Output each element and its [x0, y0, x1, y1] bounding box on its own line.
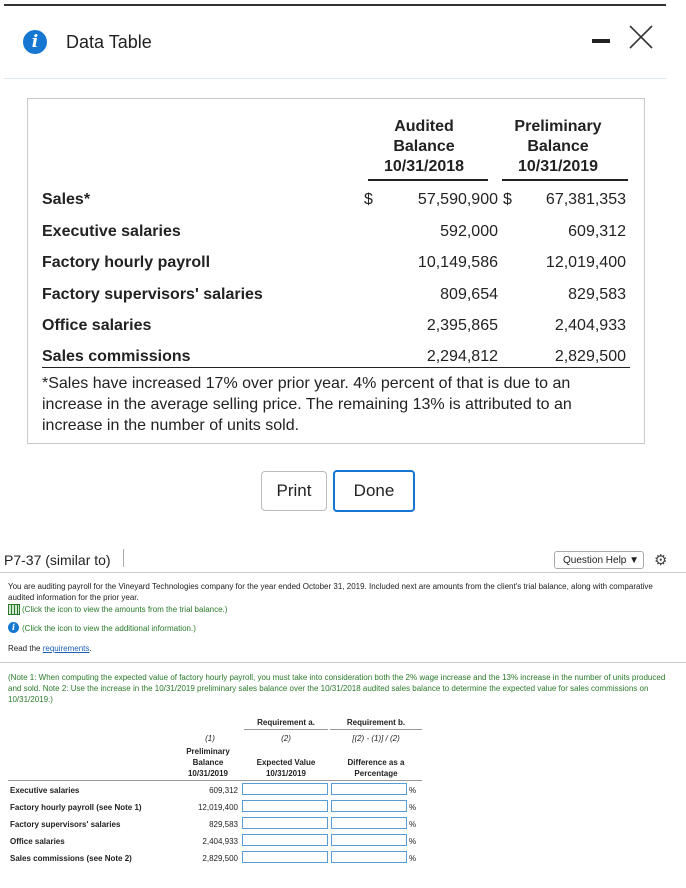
- col1-header: [176, 746, 240, 779]
- percent-sign: %: [409, 786, 417, 795]
- percent-sign: %: [409, 854, 417, 863]
- expected-value-input[interactable]: [242, 851, 328, 863]
- done-button[interactable]: Done: [333, 470, 415, 512]
- requirements-link[interactable]: requirements: [42, 644, 90, 653]
- preliminary-column-header: [498, 117, 618, 177]
- header-separator: [0, 572, 686, 573]
- gear-icon[interactable]: ⚙: [654, 552, 668, 569]
- row-label: Office salaries: [10, 837, 65, 846]
- col1-number: (1): [205, 734, 215, 743]
- preliminary-value: 2,829,500: [554, 348, 626, 365]
- audited-value: 592,000: [440, 223, 498, 240]
- col2-header: [246, 757, 326, 779]
- difference-percentage-input[interactable]: [331, 800, 407, 812]
- row-label: Sales commissions: [42, 348, 191, 365]
- table-row: [42, 191, 632, 219]
- dialog-title: Data Table: [66, 32, 152, 52]
- audited-header-line: Audited: [394, 118, 454, 135]
- table-row: [42, 286, 632, 314]
- trial-balance-link[interactable]: (Click the icon to view the amounts from the trial balance.): [22, 605, 228, 614]
- dollar-sign: $: [364, 191, 373, 208]
- req-b-rule: [330, 729, 422, 730]
- req-a-rule: [244, 729, 328, 730]
- preliminary-value: 2,404,933: [554, 317, 626, 334]
- dollar-sign: $: [503, 191, 512, 208]
- close-icon[interactable]: [628, 24, 654, 50]
- preliminary-value: 609,312: [209, 786, 238, 795]
- audited-value: 2,395,865: [426, 317, 498, 334]
- audited-header-line: 10/31/2018: [383, 158, 465, 175]
- audited-value: 809,654: [440, 286, 498, 303]
- row-label: Factory hourly payroll: [42, 254, 211, 271]
- difference-percentage-input[interactable]: [331, 851, 407, 863]
- read-requirements-line: [8, 643, 92, 654]
- print-button[interactable]: Print: [261, 471, 327, 511]
- preliminary-header-line: 10/31/2019: [517, 158, 599, 175]
- info-icon: i: [23, 30, 47, 54]
- problem-intro: You are auditing payroll for the Vineyard Technologies company for the year ended October 31, 2019. Included next are amounts from the client's trial balance, along with comparative audited information for the prior year.: [8, 582, 653, 602]
- audited-value: 2,294,812: [426, 348, 498, 365]
- read-prefix: Read the: [8, 644, 43, 653]
- expected-value-input[interactable]: [242, 783, 328, 795]
- row-label: Executive salaries: [10, 786, 80, 795]
- preliminary-header-line: Preliminary: [514, 118, 602, 135]
- preliminary-value: 12,019,400: [197, 803, 238, 812]
- row-label: Executive salaries: [42, 223, 181, 240]
- preliminary-value: 2,404,933: [202, 837, 238, 846]
- col3-formula: [(2) - (1)] / (2): [352, 734, 400, 743]
- table-bottom-rule: [42, 367, 630, 368]
- col3-header-line: Difference as a: [347, 758, 405, 767]
- col1-header-line: Preliminary: [186, 747, 230, 756]
- preliminary-value: 2,829,500: [202, 854, 238, 863]
- row-label: Office salaries: [42, 317, 152, 334]
- audited-column-header: [364, 117, 484, 177]
- col2-header-line: Expected Value: [256, 758, 316, 767]
- expected-value-input[interactable]: [242, 817, 328, 829]
- difference-percentage-input[interactable]: [331, 783, 407, 795]
- title-divider: [123, 549, 124, 567]
- problem-title: P7-37 (similar to): [4, 552, 111, 568]
- preliminary-value: 829,583: [209, 820, 238, 829]
- info-icon[interactable]: i: [8, 622, 19, 633]
- minimize-icon[interactable]: [592, 39, 610, 43]
- col1-header-line: Balance: [192, 758, 224, 767]
- audited-header-rule: [368, 179, 488, 181]
- row-label: Sales*: [42, 191, 91, 208]
- question-help-button[interactable]: Question Help ▼: [554, 551, 644, 569]
- requirement-a-header: Requirement a.: [257, 718, 315, 727]
- col2-number: (2): [281, 734, 291, 743]
- preliminary-value: 12,019,400: [545, 254, 626, 271]
- table-header-rule: [8, 780, 422, 781]
- row-label: Factory hourly payroll (see Note 1): [10, 803, 142, 812]
- audited-value: 57,590,900: [417, 191, 498, 208]
- row-label: Factory supervisors' salaries: [42, 286, 263, 303]
- percent-sign: %: [409, 803, 417, 812]
- expected-value-input[interactable]: [242, 800, 328, 812]
- preliminary-value: 829,583: [568, 286, 626, 303]
- requirement-b-header: Requirement b.: [346, 718, 406, 727]
- calculation-note: (Note 1: When computing the expected value of factory hourly payroll, you must take into consideration both the 2% wage increase and the 13% increase in the number of units produced and sold. Note 2: Use the increase in the 10/31/2019 preliminary sales balance over the 10/31/2018 audited sales balance to determine the expected value for sales commissions on 10/31/2019.): [8, 673, 666, 704]
- table-grid-icon[interactable]: [8, 604, 20, 615]
- audited-header-line: Balance: [393, 138, 455, 155]
- expected-value-input[interactable]: [242, 834, 328, 846]
- sales-footnote: *Sales have increased 17% over prior year. 4% percent of that is due to an increase in the average selling price. The remaining 13% is attributed to an increase in the number of units sold.: [42, 375, 572, 434]
- difference-percentage-input[interactable]: [331, 817, 407, 829]
- col2-header-line: 10/31/2019: [265, 769, 307, 778]
- percent-sign: %: [409, 820, 417, 829]
- table-row: [42, 348, 632, 376]
- col3-header-line: Percentage: [354, 769, 398, 778]
- preliminary-header-rule: [502, 179, 628, 181]
- table-row: [42, 223, 632, 251]
- additional-info-link[interactable]: (Click the icon to view the additional information.): [22, 624, 196, 633]
- audited-value: 10,149,586: [417, 254, 498, 271]
- preliminary-header-line: Balance: [527, 138, 589, 155]
- note-separator: [0, 662, 686, 663]
- col3-header: [332, 757, 420, 779]
- table-row: [42, 317, 632, 345]
- row-label: Sales commissions (see Note 2): [10, 854, 132, 863]
- data-table-box: [27, 98, 645, 444]
- table-row: [42, 254, 632, 282]
- preliminary-value: 609,312: [568, 223, 626, 240]
- percent-sign: %: [409, 837, 417, 846]
- difference-percentage-input[interactable]: [331, 834, 407, 846]
- row-label: Factory supervisors' salaries: [10, 820, 121, 829]
- read-suffix: .: [89, 644, 92, 653]
- col1-header-line: 10/31/2019: [187, 769, 229, 778]
- preliminary-value: 67,381,353: [545, 191, 626, 208]
